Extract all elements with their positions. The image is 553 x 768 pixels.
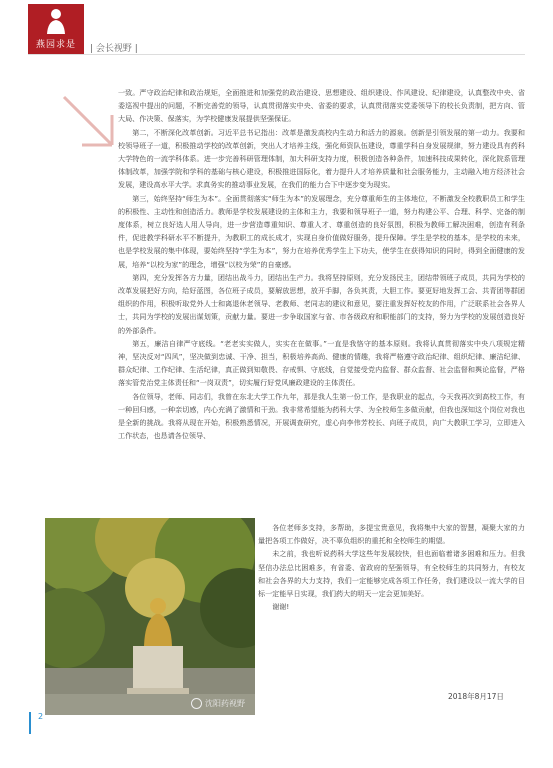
wechat-icon [191, 698, 202, 709]
logo-text: 燕园求是 [35, 40, 76, 50]
watermark-text: 沈阳药视野 [205, 699, 245, 708]
paragraph: 第四，充分发挥各方力量，团结出战斗力，团结出生产力。我将坚持原则，充分发扬民主，团结带领班子成员，共同为学校的改革发展把好方向，给好蓝图，各位班子成员，要解放思想，放开手脚，各负其责，大胆工作。要更好地发挥工会、共青团等群团组织的作用，积极听取党外人士和离退休老领导、老教师、老同志的建议和意见，要注重发挥好校友的作用，广泛联系社会各界人士，共同为学校的发展出谋划策，贡献力量。要进一步争取国家与省、市各级政府和职能部门的支持，努力为学校的发展创造良好的外部条件。 [118, 272, 525, 335]
article-date: 2018年8月17日 [448, 692, 504, 701]
page-number: 2 [38, 712, 44, 721]
portrait-icon [44, 6, 68, 34]
paragraph: 第二，不断深化改革创新。习近平总书记指出：改革是激发高校内生动力和活力的源泉。创新是引领发展的第一动力。我要和校领导班子一道，积极推动学校的改革创新，突出人才培养主线，强化师资队伍建设，尊重学科自身发展规律，努力建设具有药科大学特色的一流学科体系。进一步完善科研管理体制，加大科研支持力度，积极创造各种条件，加速科技成果转化，深化院系管理体制改革，加强学院和学科的基础与核心建设，积极推进国际化，着力提升人才培养质量和社会服务能力，主动融入地方经济社会发展，建设高水平大学。求真务实的推动事业发展，在我们的能力合下中逐步变为现实。 [118, 127, 525, 190]
closing-thanks: 谢谢! [272, 602, 290, 612]
paragraph: 一致。严守政治纪律和政治规矩，全面推进和加强党的政治建设、思想建设、组织建设、作风建设、纪律建设，认真整改中央、省委巡视中提出的问题，不断完善党的领导，认真贯彻落实中央、省委的要求，认真贯彻落实党委领导下的校长负责制，把方向、管大局、作决策、保落实，为学校健康发展提供坚强保证。 [118, 88, 525, 124]
magazine-logo [28, 4, 84, 54]
page-number-bar [29, 712, 31, 734]
paragraph: 未之前，我也听说药科大学这些年发展较快，但也面临着诸多困难和压力。但我坚信办法总比困难多，有省委、省政府的坚强领导，有全校师生的共同努力，有校友和社会各界的大力支持，我们一定能够完成各项工作任务，我们建设以一流大学的目标一定能早日实现，我们药大的明天一定会更加美好。 [258, 549, 525, 599]
article-body [118, 86, 525, 442]
header-divider [28, 54, 525, 55]
paragraph: 各位老师多支持，多帮助，多提宝贵意见，我将集中大家的智慧，凝聚大家的力量把各项工作做好，决不辜负组织的重托和全校师生的期望。 [258, 523, 525, 546]
watermark [191, 698, 245, 709]
paragraph: 第五，廉洁自律严守底线。“老老实实做人，实实在在做事。”一直是我恪守的基本原则。我将认真贯彻落实中央八项规定精神，坚决反对“四风”，坚决做到忠诚、干净、担当，积极培养高尚、健康的情趣，我将严格遵守政治纪律、组织纪律、廉洁纪律、群众纪律、工作纪律、生活纪律，真正做到知敬畏、存戒惧、守底线，自觉接受党内监督、群众监督、社会监督和舆论监督，严格落实管党治党主体责任和“一岗双责”，切实履行好党风廉政建设的主体责任。 [118, 338, 525, 388]
arrow-decoration-icon [60, 93, 120, 153]
statue-photo [45, 518, 255, 715]
statue-illustration [45, 518, 255, 715]
paragraph: 第三，始终坚持“师生为本”。全面贯彻落实“师生为本”的发展理念，充分尊重师生的主体地位，不断激发全校教职员工和学生的积极性、主动性和创造活力。教师是学校发展建设的主体和主力，我要和领导班子一道，努力构建公平、合理、科学、完备的制度体系，树立良好选人用人导向，进一步营造尊重知识、尊重人才、尊重创造的良好氛围，积极为教师工解决困难，创造有利条件，促进教学科研水平不断提升，为教职工的成长成才，实现自身价值做好服务，提升保障。学生是学校的基本，是学校的未来，也是学校发展的集中体现，要始终坚持“学生为本”，努力在培养优秀学生上下功夫，使学生在获得知识的同时，得到全面健康的发展，培养“以校为家”的理念，增强“以校为荣”的自豪感。 [118, 193, 525, 269]
article-body-continued [258, 521, 525, 613]
paragraph: 各位领导，老师、同志们，我曾在东北大学工作九年，那是我人生第一份工作，是我职业的起点，今天我再次到高校工作，有一种回归感，一种亲切感，内心充满了激情和干劲。我非常希望能为药科大学、为全校师生多做贡献，但我也深知这个岗位对我也是全新的挑战。我将从现在开始，积极熟悉情况，开展调查研究，虚心向李伟芳校长、向班子成员，向广大教职工学习，立即进入工作状态，也恳请各位领导、 [118, 391, 525, 441]
section-title: | 会长视野 | [90, 44, 138, 54]
